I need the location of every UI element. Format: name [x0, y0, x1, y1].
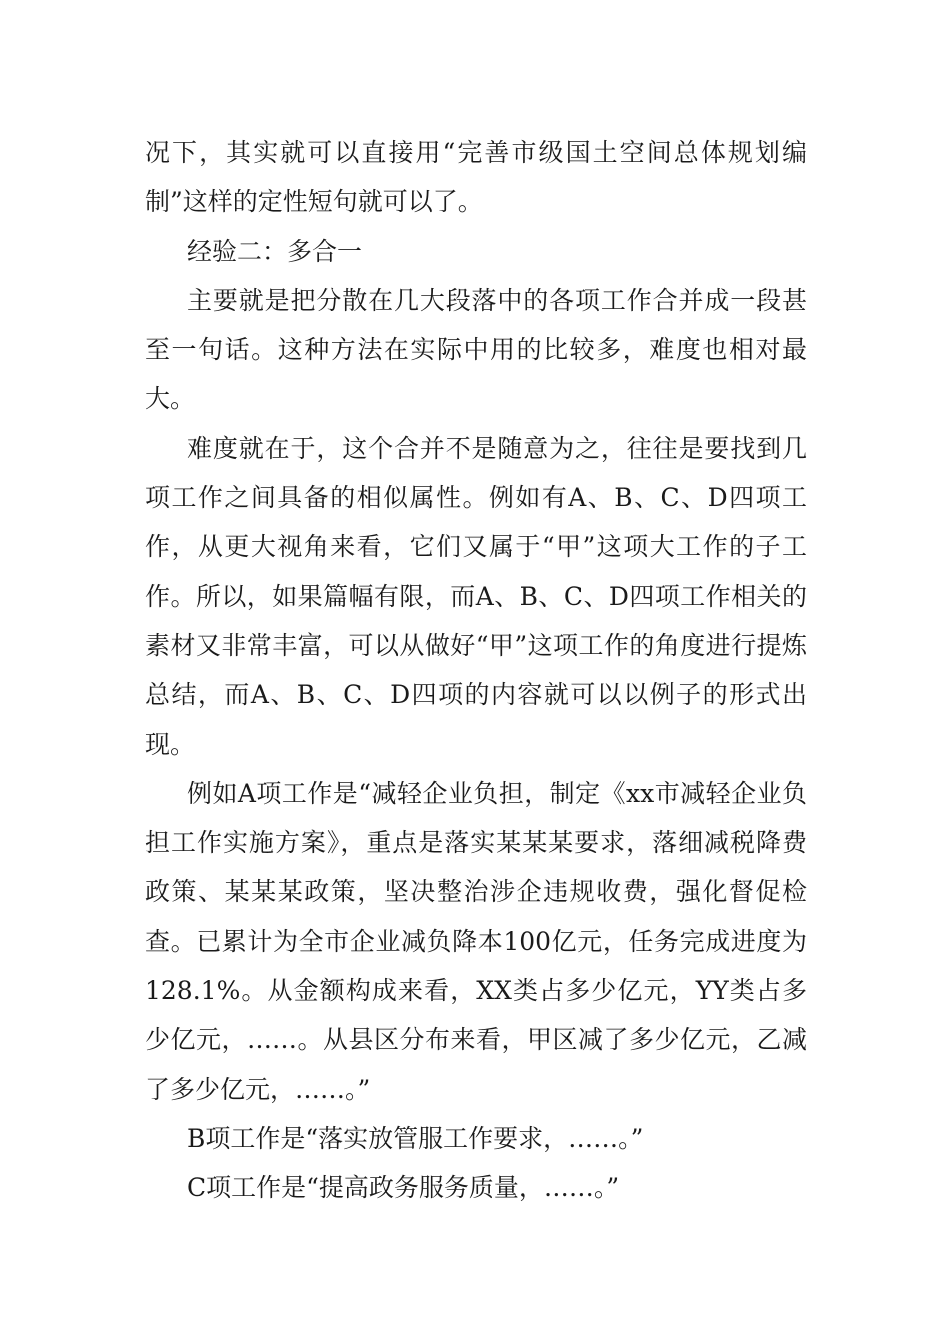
- section-heading-experience-two: 经验二：多合一: [187, 236, 363, 266]
- paragraph-difficulty: 难度就在于，这个合并不是随意为之，往往是要找到几项工作之间具备的相似属性。例如有A、B、C、D四项工作，从更大视角来看，它们又属于“甲”这项大工作的子工作。所以，如果篇幅有限，而A、B、C、D四项工作相关的素材又非常丰富，可以从做好“甲”这项工作的角度进行提炼总结，而A、B、C、D四项的内容就可以以例子的形式出现。: [145, 433, 807, 759]
- paragraph-continuation: 况下，其实就可以直接用“完善市级国土空间总体规划编制”这样的定性短句就可以了。: [145, 138, 807, 217]
- paragraph-example-a: 例如A项工作是“减轻企业负担，制定《xx市减轻企业负担工作实施方案》，重点是落实某某某要求，落细减税降费政策、某某某政策，坚决整治涉企违规收费，强化督促检查。已累计为全市企业减负降本100亿元，任务完成进度为128.1%。从金额构成来看，XX类占多少亿元，YY类占多少亿元，……。从县区分布来看，甲区减了多少亿元，乙减了多少亿元，……。”: [145, 778, 807, 1104]
- paragraph-example-c: C项工作是“提高政务服务质量，……。”: [187, 1173, 620, 1203]
- document-page: [145, 128, 807, 1213]
- paragraph-example-b: B项工作是“落实放管服工作要求，……。”: [187, 1123, 644, 1153]
- paragraph-merge-intro: 主要就是把分散在几大段落中的各项工作合并成一段甚至一句话。这种方法在实际中用的比较多，难度也相对最大。: [145, 285, 807, 414]
